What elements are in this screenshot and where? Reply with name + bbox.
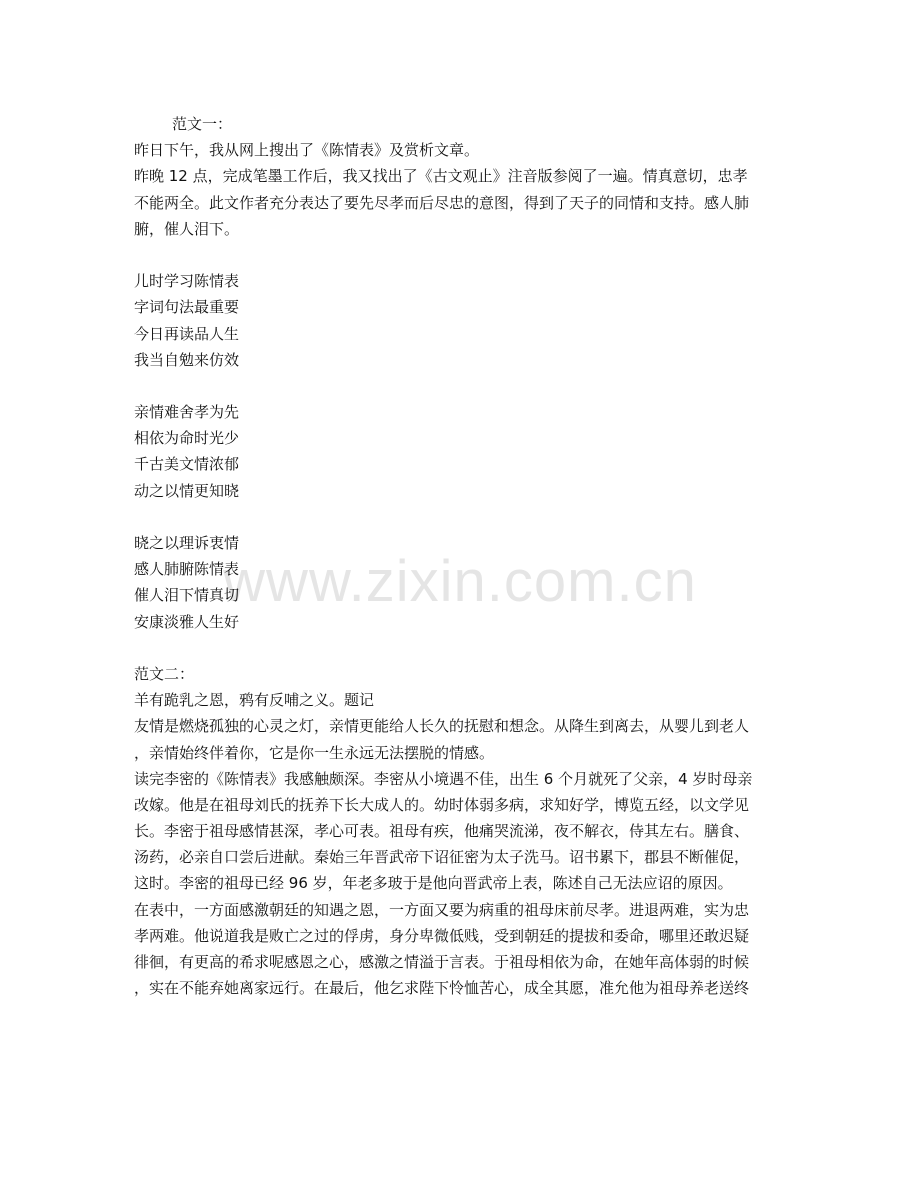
- paragraph-line: 昨日下午，我从网上搜出了《陈情表》及赏析文章。: [134, 141, 480, 160]
- paragraph-line: 孝两难。他说道我是败亡之过的俘虏，身分卑微低贱，受到朝廷的提拔和委命，哪里还敢迟疑: [134, 926, 750, 945]
- poem-line: 动之以情更知晓: [134, 481, 240, 500]
- paragraph-line: ，实在不能弃她离家远行。在最后，他乞求陛下怜恤苦心，成全其愿，准允他为祖母养老送终: [134, 979, 750, 998]
- poem-line: 安康淡雅人生好: [134, 612, 240, 631]
- poem-line: 字词句法最重要: [134, 298, 240, 317]
- paragraph-line: 读完李密的《陈情表》我感触颇深。李密从小境遇不佳，出生 6 个月就死了父亲，4 岁时母亲: [134, 769, 753, 788]
- poem-line: 我当自勉来仿效: [134, 350, 240, 369]
- paragraph-line: 昨晚 12 点，完成笔墨工作后，我又找出了《古文观止》注音版参阅了一遍。情真意切，忠孝: [134, 167, 748, 186]
- poem-line: 儿时学习陈情表: [134, 272, 240, 291]
- poem-line: 感人肺腑陈情表: [134, 560, 240, 579]
- paragraph-line: ，亲情始终伴着你，它是你一生永远无法摆脱的情感。: [134, 743, 495, 762]
- paragraph-line: 徘徊，有更高的希求呢感恩之心，感激之情溢于言表。于祖母相依为命，在她年高体弱的时候: [134, 953, 750, 971]
- document-body: [134, 111, 794, 1001]
- poem-line: 今日再读品人生: [134, 324, 240, 343]
- section2-heading: 范文二：: [134, 664, 195, 683]
- poem-line: 相依为命时光少: [134, 429, 240, 448]
- paragraph-line: 改嫁。他是在祖母刘氏的抚养下长大成人的。幼时体弱多病，求知好学，博览五经，以文学见: [134, 795, 750, 814]
- paragraph-line: 腑，催人泪下。: [134, 219, 240, 238]
- poem-line: 千古美文情浓郁: [134, 455, 240, 474]
- poem-line: 催人泪下情真切: [134, 586, 240, 605]
- poem-line: 晓之以理诉衷情: [134, 534, 240, 552]
- poem-line: 亲情难舍孝为先: [134, 403, 240, 422]
- section1-heading: 范文一：: [172, 115, 233, 133]
- watermark: www.zixin.com.cn: [223, 549, 697, 614]
- paragraph-line: 这时。李密的祖母已经 96 岁，年老多玻于是他向晋武帝上表，陈述自己无法应诏的原因。: [134, 874, 733, 893]
- paragraph-line: 不能两全。此文作者充分表达了要先尽孝而后尽忠的意图，得到了天子的同情和支持。感人肺: [134, 193, 750, 212]
- paragraph-line: 友情是燃烧孤独的心灵之灯，亲情更能给人长久的抚慰和想念。从降生到离去，从婴儿到老人: [134, 717, 750, 736]
- paragraph-line: 长。李密于祖母感情甚深，孝心可表。祖母有疾，他痛哭流涕，夜不解衣，侍其左右。膳食、: [134, 822, 750, 841]
- paragraph-line: 羊有跪乳之恩，鸦有反哺之义。题记: [134, 691, 375, 710]
- paragraph-line: 汤药，必亲自口尝后进献。秦始三年晋武帝下诏征密为太子洗马。诏书累下，郡县不断催促，: [134, 848, 750, 867]
- paragraph-line: 在表中，一方面感激朝廷的知遇之恩，一方面又要为病重的祖母床前尽孝。进退两难，实为忠: [134, 900, 750, 919]
